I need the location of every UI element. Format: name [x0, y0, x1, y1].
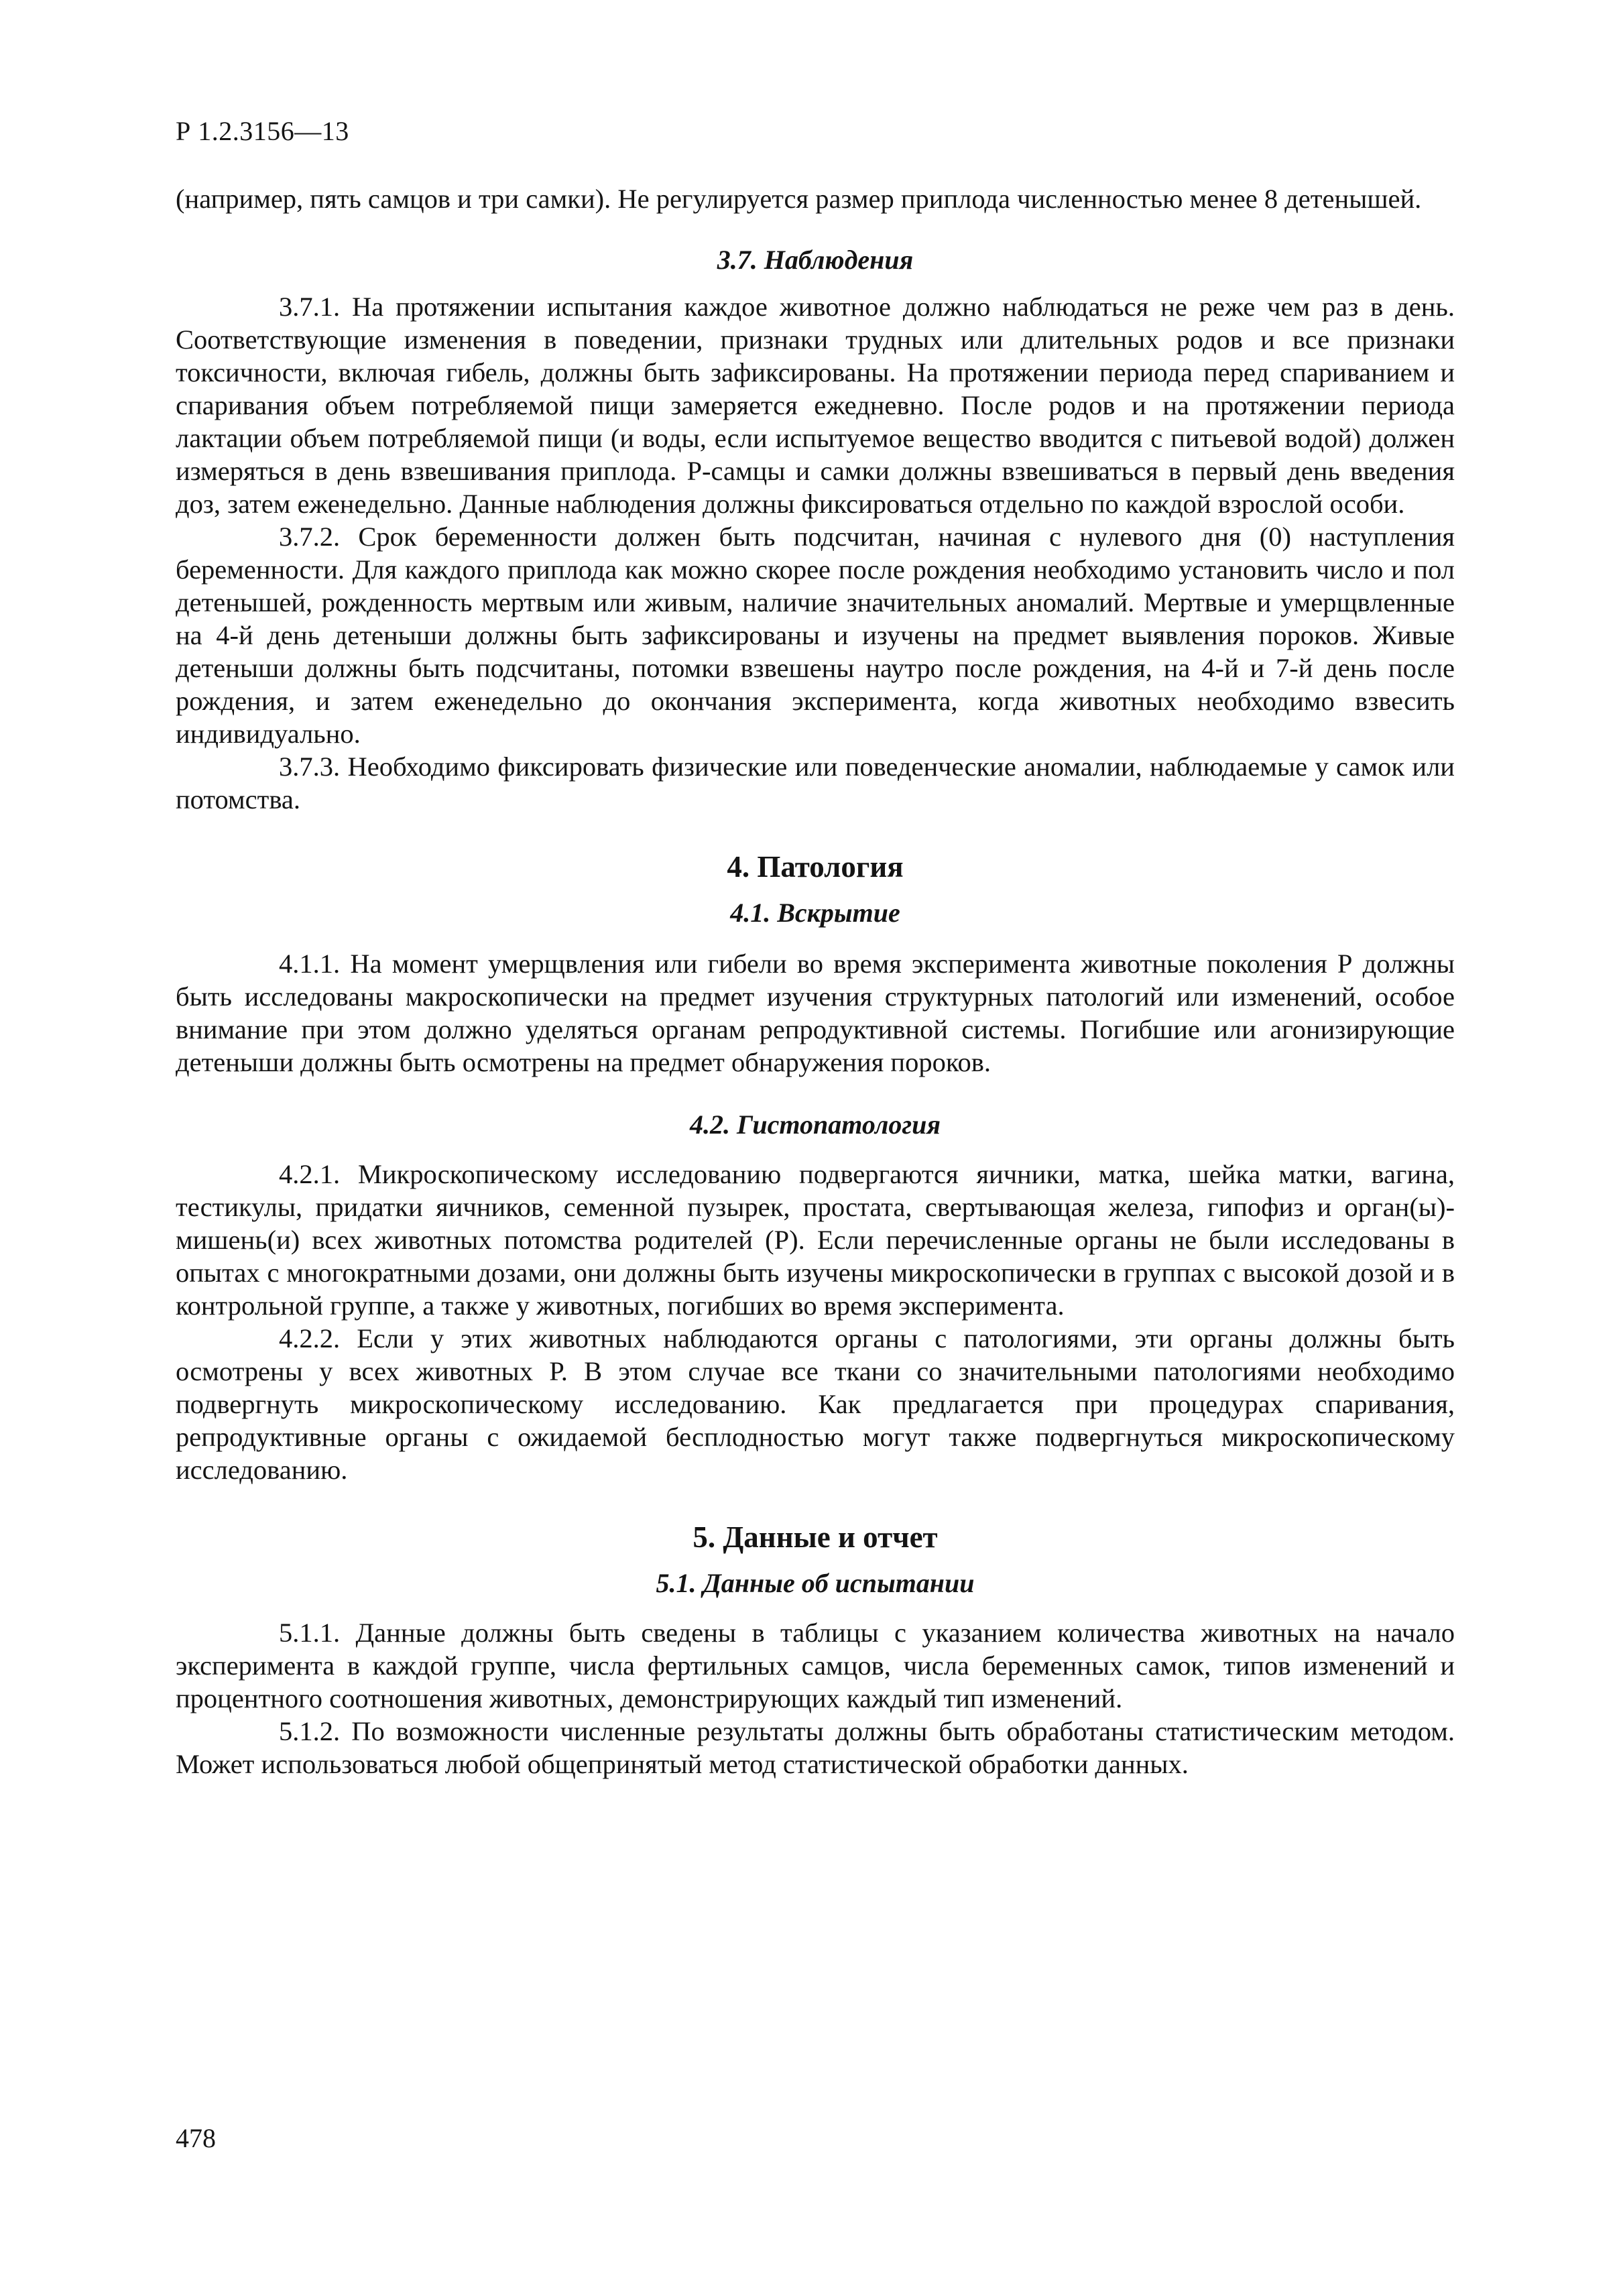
section-5-1-heading: 5.1. Данные об испытании — [656, 1568, 975, 1598]
page-number: 478 — [176, 2123, 216, 2153]
paragraph-4-1-1: 4.1.1. На момент умерщвления или гибели во время эксперимента животные поколения Р должны быть исследованы макроскопически на предмет изучения структурных патологий или изменений, особое внимание при этом должно уделяться органам репродуктивной системы. Погибшие или агонизирующие детеныши должны быть осмотрены на предмет обнаружения пороков. — [176, 949, 1455, 1077]
paragraph-5-1-1: 5.1.1. Данные должны быть сведены в таблицы с указанием количества животных на начало эксперимента в каждой группе, числа фертильных самцов, числа беременных самок, типов изменений и процентного соотношения животных, демонстрирующих каждый тип изменений. — [176, 1618, 1455, 1713]
paragraph-4-2-1: 4.2.1. Микроскопическому исследованию подвергаются яичники, матка, шейка матки, вагина, тестикулы, придатки яичников, семенной пузырек, простата, свертывающая железа, гипофиз и орган(ы)-мишень(и) всех животных потомства родителей (Р). Если перечисленные органы не были исследованы в опытах с многократными дозами, они должны быть изучены микроскопически в группах с высокой дозой и в контрольной группе, а также у животных, погибших во время эксперимента. — [176, 1159, 1455, 1321]
section-3-7-heading: 3.7. Наблюдения — [717, 245, 914, 275]
document-body — [176, 182, 1455, 1780]
section-4-heading: 4. Патология — [727, 850, 904, 884]
section-4-1-heading: 4.1. Вскрытие — [730, 898, 900, 928]
paragraph-3-7-2: 3.7.2. Срок беременности должен быть подсчитан, начиная с нулевого дня (0) наступления беременности. Для каждого приплода как можно скорее после рождения необходимо установить число и пол детенышей, рожденность мертвым или живым, наличие значительных аномалий. Мертвые и умерщвленные на 4-й день детеныши должны быть зафиксированы и изучены на предмет выявления пороков. Живые детеныши должны быть подсчитаны, потомки взвешены наутро после рождения, на 4-й и 7-й день после рождения, и затем еженедельно до окончания эксперимента, когда животных необходимо взвесить индивидуально. — [176, 522, 1455, 749]
intro-paragraph: (например, пять самцов и три самки). Не регулируется размер приплода численностью менее 8 детенышей. — [176, 184, 1422, 214]
section-5-heading: 5. Данные и отчет — [693, 1520, 938, 1554]
document-code-header: Р 1.2.3156—13 — [176, 116, 349, 146]
paragraph-3-7-1: 3.7.1. На протяжении испытания каждое животное должно наблюдаться не реже чем раз в день. Соответствующие изменения в поведении, признаки трудных или длительных родов и все признаки токсичности, включая гибель, должны быть зафиксированы. На протяжении периода перед спариванием и спаривания объем потребляемой пищи замеряется ежедневно. После родов и на протяжении периода лактации объем потребляемой пищи (и воды, если испытуемое вещество вводится с питьевой водой) должен измеряться в день взвешивания приплода. Р-самцы и самки должны взвешиваться в первый день введения доз, затем еженедельно. Данные наблюдения должны фиксироваться отдельно по каждой взрослой особи. — [176, 292, 1455, 519]
paragraph-5-1-2: 5.1.2. По возможности численные результаты должны быть обработаны статистическим методом. Может использоваться любой общепринятый метод статистической обработки данных. — [176, 1716, 1455, 1779]
paragraph-4-2-2: 4.2.2. Если у этих животных наблюдаются органы с патологиями, эти органы должны быть осмотрены у всех животных Р. В этом случае все ткани со значительными патологиями необходимо подвергнуть микроскопическому исследованию. Как предлагается при процедурах спаривания, репродуктивные органы с ожидаемой бесплодностью могут также подвергнуться микроскопическому исследованию. — [176, 1323, 1455, 1485]
section-4-2-heading: 4.2. Гистопатология — [690, 1109, 941, 1140]
paragraph-3-7-3: 3.7.3. Необходимо фиксировать физические или поведенческие аномалии, наблюдаемые у самок или потомства. — [176, 751, 1455, 814]
